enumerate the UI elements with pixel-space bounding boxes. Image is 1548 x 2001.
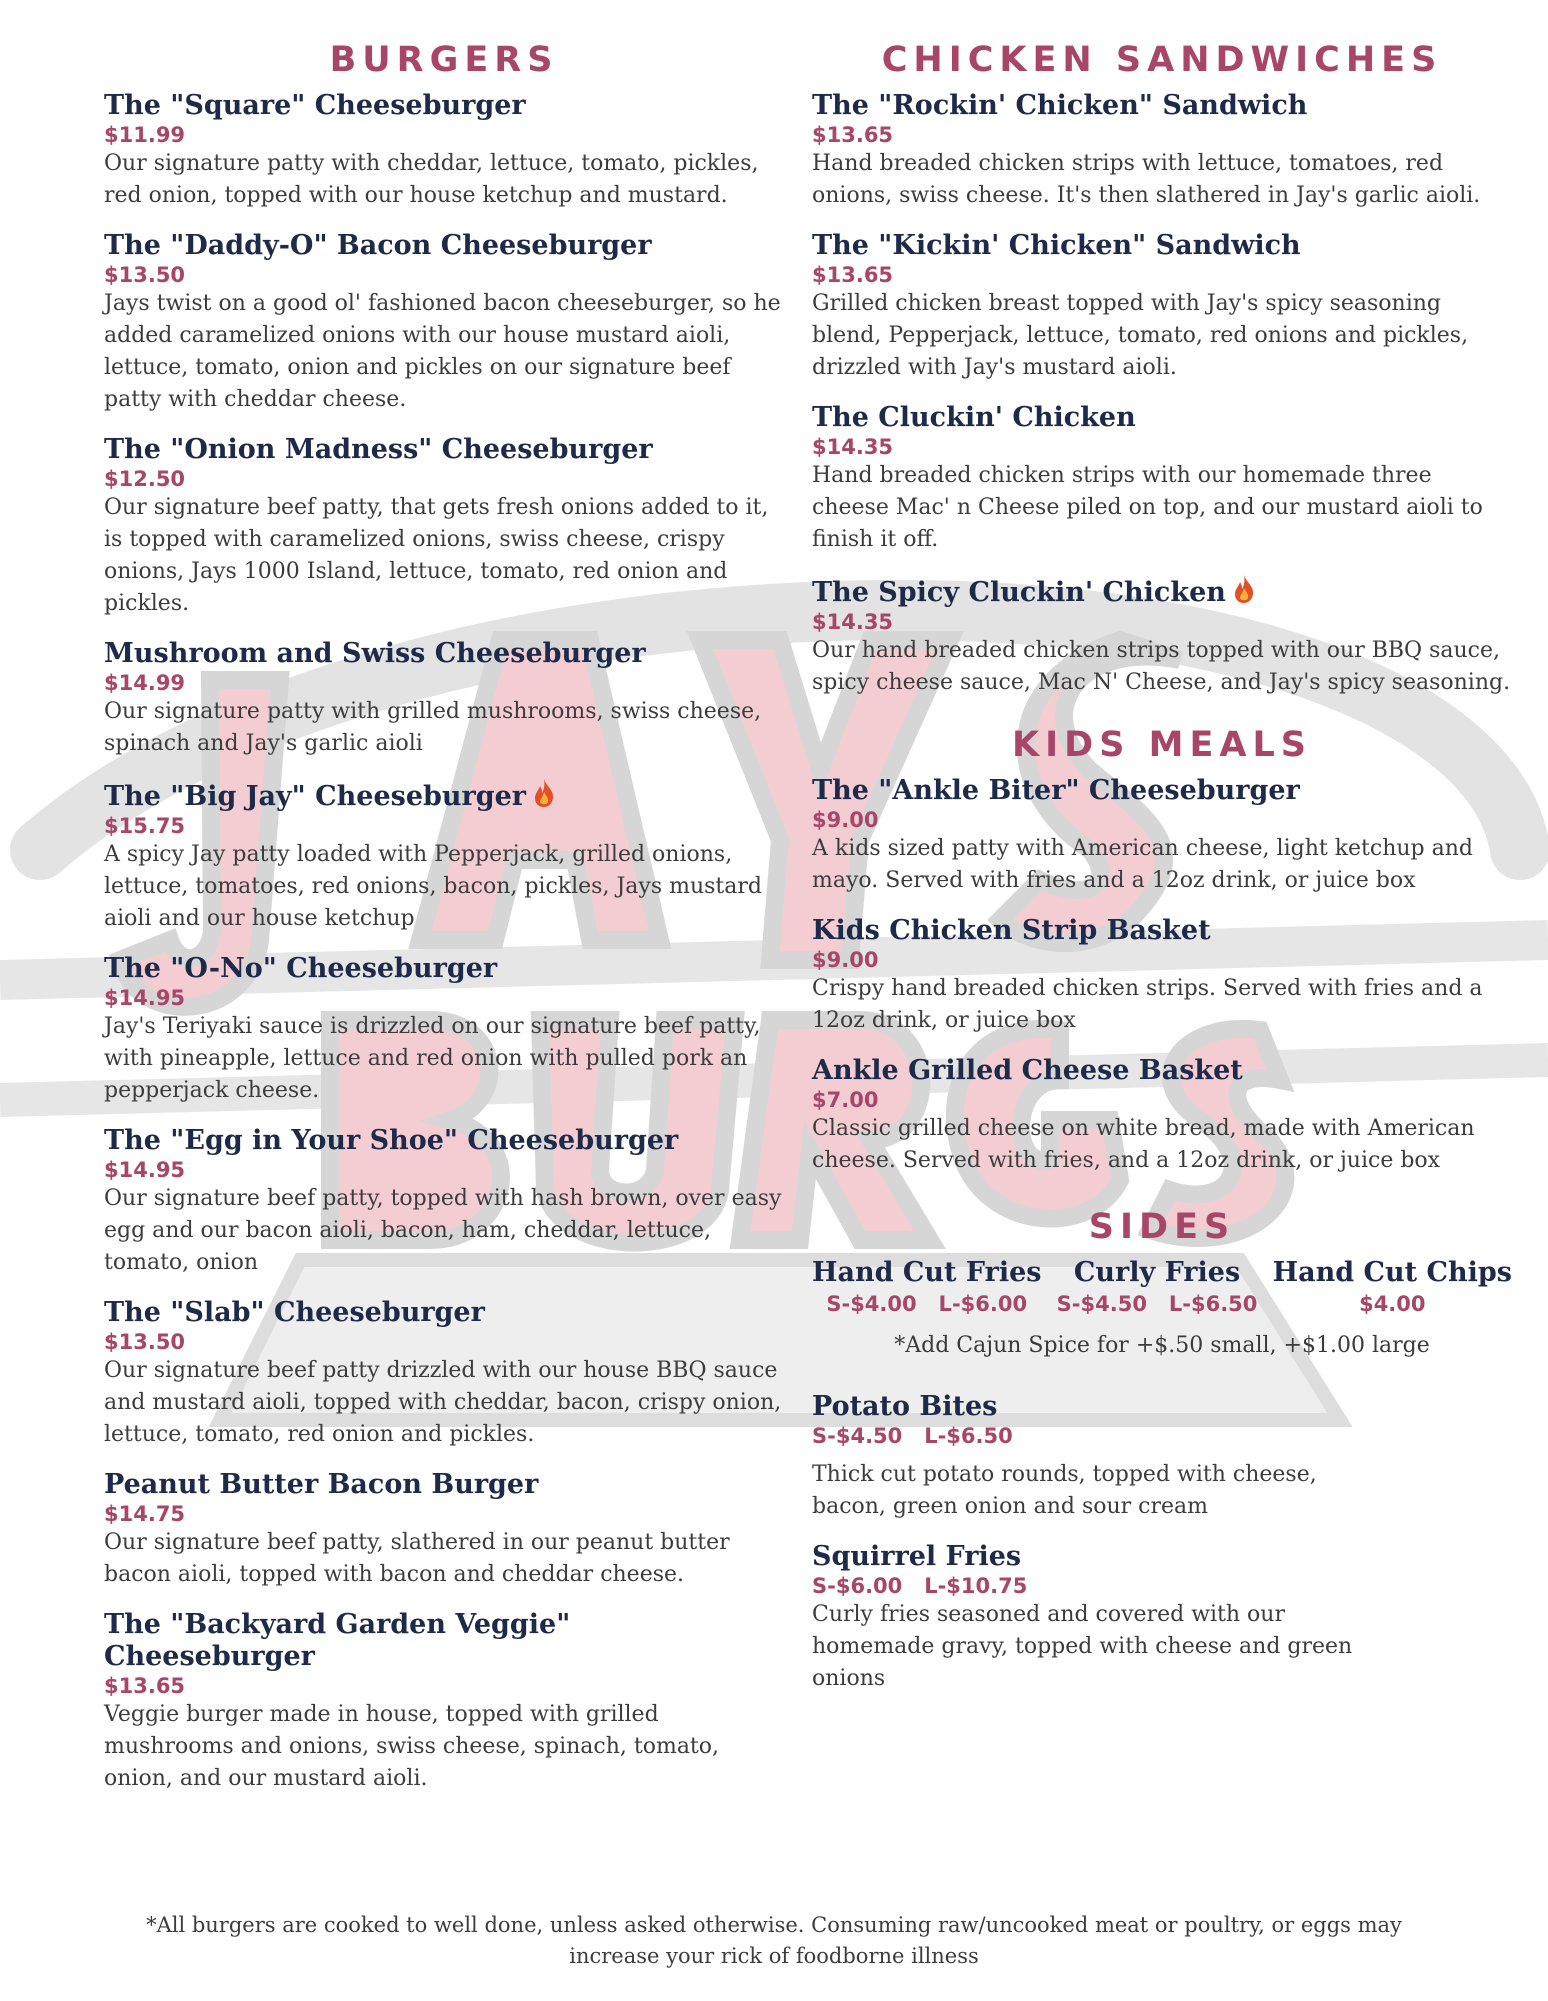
right-column [812, 40, 1512, 1713]
menu-item [812, 402, 1512, 556]
item-price: S-$6.00 L-$10.75 [812, 1574, 1028, 1598]
item-name: The "Slab" Cheeseburger [104, 1297, 485, 1328]
item-description: Our signature patty with cheddar, lettuce, tomato, pickles, red onion, topped with our house ketchup and mustard. [104, 151, 759, 208]
side-item [812, 1257, 1041, 1317]
item-price: S-$4.50 L-$6.50 [812, 1424, 1013, 1448]
menu-item [104, 90, 784, 212]
item-price: $14.75 [104, 1502, 186, 1526]
menu-item [104, 1125, 784, 1279]
item-name: Potato Bites [812, 1391, 998, 1422]
item-description: Our signature beef patty drizzled with our house BBQ sauce and mustard aioli, topped with cheddar, bacon, crispy onion, lettuce, tomato, red onion and pickles. [104, 1358, 782, 1447]
item-name-with-flame [104, 778, 784, 813]
item-name: The Cluckin' Chicken [812, 402, 1136, 433]
item-price: $13.50 [104, 1330, 186, 1354]
item-description: Hand breaded chicken strips with lettuce, tomatoes, red onions, swiss cheese. It's then slathered in Jay's garlic aioli. [812, 151, 1481, 208]
item-price: $14.35 [812, 435, 894, 459]
item-name: The "O-No" Cheeseburger [104, 953, 498, 984]
menu-item [812, 1055, 1512, 1177]
item-name: The "Kickin' Chicken" Sandwich [812, 230, 1301, 261]
menu-item [104, 778, 784, 935]
item-name: Squirrel Fries [812, 1541, 1022, 1572]
item-name: The "Ankle Biter" Cheeseburger [812, 775, 1300, 806]
menu-item [104, 1297, 784, 1451]
item-price: S-$4.50 L-$6.50 [1056, 1292, 1258, 1316]
item-price: $14.95 [104, 986, 186, 1010]
flame-icon [532, 778, 556, 808]
item-description: Grilled chicken breast topped with Jay's spicy seasoning blend, Pepperjack, lettuce, tomato, red onions and pickles, drizzled with Jay's mustard aioli. [812, 291, 1469, 380]
item-price: $9.00 [812, 948, 879, 972]
item-description: Hand breaded chicken strips with our homemade three cheese Mac' n Cheese piled on top, and our mustard aioli to finish it off. [812, 463, 1483, 552]
menu-item [812, 230, 1512, 384]
item-name-with-flame [812, 574, 1512, 609]
item-name: Peanut Butter Bacon Burger [104, 1469, 539, 1500]
item-description: Our signature beef patty, slathered in our peanut butter bacon aioli, topped with bacon and cheddar cheese. [104, 1530, 730, 1587]
menu-item [812, 775, 1512, 897]
item-description: Classic grilled cheese on white bread, made with American cheese. Served with fries, and a 12oz drink, or juice box [812, 1116, 1475, 1173]
item-description: Our signature beef patty, topped with hash brown, over easy egg and our bacon aioli, bacon, ham, cheddar, lettuce, tomato, onion [104, 1186, 782, 1275]
chicken-sandwiches-heading: CHICKEN SANDWICHES [881, 40, 1443, 80]
menu-item [104, 434, 784, 620]
item-price: $14.35 [812, 610, 894, 634]
item-price: $11.99 [104, 123, 186, 147]
item-description: Veggie burger made in house, topped with grilled mushrooms and onions, swiss cheese, spinach, tomato, onion, and our mustard aioli. [104, 1702, 720, 1791]
sides-heading: SIDES [1088, 1207, 1236, 1247]
kids-meals-heading: KIDS MEALS [1012, 725, 1312, 765]
item-description: Jays twist on a good ol' fashioned bacon cheeseburger, so he added caramelized onions with our house mustard aioli, lettuce, tomato, onion and pickles on our signature beef patty with cheddar cheese. [104, 291, 781, 412]
burgers-heading: BURGERS [329, 40, 559, 80]
item-price: S-$4.00 L-$6.00 [826, 1292, 1028, 1316]
item-name: The "Egg in Your Shoe" Cheeseburger [104, 1125, 679, 1156]
menu-item [812, 1541, 1392, 1695]
item-description: Curly fries seasoned and covered with our homemade gravy, topped with cheese and green onions [812, 1602, 1353, 1691]
item-description: Our signature beef patty, that gets fresh onions added to it, is topped with caramelized onions, swiss cheese, crispy onions, Jays 1000 Island, lettuce, tomato, red onion and pickles. [104, 495, 769, 616]
side-item [1273, 1257, 1512, 1317]
item-description: Jay's Teriyaki sauce is drizzled on our signature beef patty, with pineapple, lettuce and red onion with pulled pork an pepperjack cheese. [104, 1014, 761, 1103]
item-description: Our signature patty with grilled mushrooms, swiss cheese, spinach and Jay's garlic aioli [104, 699, 762, 756]
item-price: $9.00 [812, 808, 879, 832]
menu-item [812, 915, 1512, 1037]
item-description: Our hand breaded chicken strips topped with our BBQ sauce, spicy cheese sauce, Mac N' Cheese, and Jay's spicy seasoning. [812, 638, 1511, 695]
item-description: A kids sized patty with American cheese, light ketchup and mayo. Served with fries and a 12oz drink, or juice box [812, 836, 1473, 893]
menu-item [104, 638, 784, 760]
menu-item [104, 230, 784, 416]
item-name: The "Daddy-O" Bacon Cheeseburger [104, 230, 652, 261]
menu-item [104, 953, 784, 1107]
item-name: The "Rockin' Chicken" Sandwich [812, 90, 1308, 121]
menu-item [812, 574, 1512, 699]
item-name: Kids Chicken Strip Basket [812, 915, 1211, 946]
item-price: $14.95 [104, 1158, 186, 1182]
cajun-spice-note: *Add Cajun Spice for +$.50 small, +$1.00 large [894, 1333, 1430, 1358]
item-price: $13.65 [812, 123, 894, 147]
menu-item [104, 1469, 784, 1591]
item-price: $13.65 [104, 1674, 186, 1698]
item-name: Ankle Grilled Cheese Basket [812, 1055, 1243, 1086]
item-name: Hand Cut Fries [812, 1257, 1042, 1288]
item-name: The Spicy Cluckin' Chicken [812, 577, 1226, 608]
item-name: Curly Fries [1073, 1257, 1241, 1288]
item-price: $4.00 [1359, 1292, 1426, 1316]
item-price: $13.50 [104, 263, 186, 287]
item-price: $14.99 [104, 671, 186, 695]
item-description: Thick cut potato rounds, topped with cheese, bacon, green onion and sour cream [812, 1462, 1317, 1519]
item-name: The "Square" Cheeseburger [104, 90, 526, 121]
burgers-column [104, 40, 784, 1813]
item-price: $13.65 [812, 263, 894, 287]
menu-item [104, 1609, 784, 1795]
food-safety-disclaimer: *All burgers are cooked to well done, unless asked otherwise. Consuming raw/uncooked meat or poultry, or eggs may increase your rick of foodborne illness [146, 1913, 1402, 1968]
side-item [1057, 1257, 1258, 1317]
item-price: $12.50 [104, 467, 186, 491]
item-name: Mushroom and Swiss Cheeseburger [104, 638, 646, 669]
item-price: $7.00 [812, 1088, 879, 1112]
item-name: Hand Cut Chips [1272, 1257, 1512, 1288]
item-description: A spicy Jay patty loaded with Pepperjack, grilled onions, lettuce, tomatoes, red onions, bacon, pickles, Jays mustard aioli and our house ketchup [104, 842, 762, 931]
item-description: Crispy hand breaded chicken strips. Served with fries and a 12oz drink, or juice box [812, 976, 1483, 1033]
item-name: The "Onion Madness" Cheeseburger [104, 434, 653, 465]
flame-icon [1232, 574, 1256, 604]
item-name: The "Big Jay" Cheeseburger [104, 781, 527, 812]
sides-row [812, 1257, 1512, 1317]
item-price: $15.75 [104, 814, 186, 838]
menu-item [812, 1391, 1372, 1523]
menu-item [812, 90, 1512, 212]
item-name: The "Backyard Garden Veggie" Cheeseburger [104, 1609, 571, 1672]
